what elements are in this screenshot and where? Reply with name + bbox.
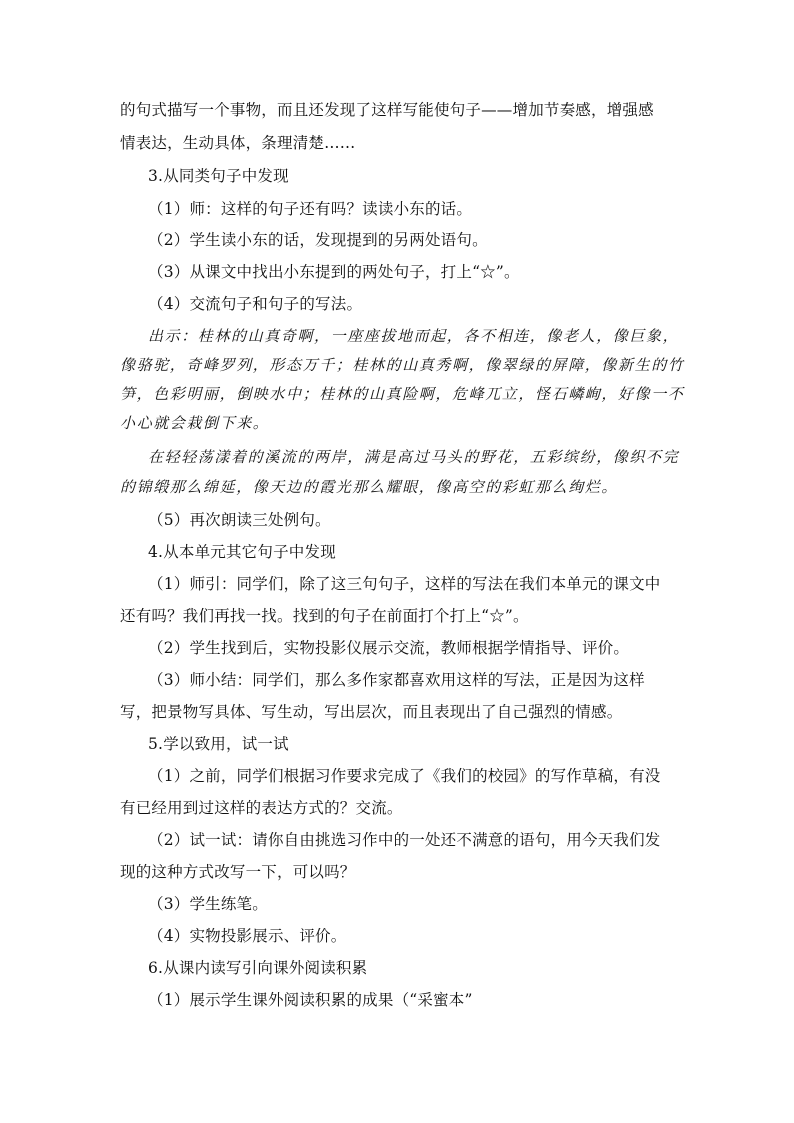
example-quote-line: 像骆驼，奇峰罗列，形态万千；桂林的山真秀啊，像翠绿的屏障，像新生的竹: [120, 356, 685, 374]
body-text-line: （4）实物投影展示、评价。: [148, 927, 347, 945]
body-text-line: （1）师：这样的句子还有吗？读读小东的话。: [148, 200, 473, 218]
body-text-line: （4）交流句子和句子的写法。: [148, 295, 363, 313]
body-text-line: 情表达，生动具体，条理清楚……: [120, 134, 356, 152]
body-text-line: 写，把景物写具体、写生动，写出层次，而且表现出了自己强烈的情感。: [120, 703, 623, 721]
body-text-line: （1）展示学生课外阅读积累的成果（“采蜜本”: [148, 991, 473, 1009]
section-heading: 5.学以致用，试一试: [148, 735, 289, 753]
body-text-line: （1）之前，同学们根据习作要求完成了《我们的校园》的写作草稿，有没: [148, 767, 661, 785]
body-text-line: （1）师引：同学们，除了这三句句子，这样的写法在我们本单元的课文中: [148, 575, 661, 593]
body-text-line: （3）从课文中找出小东提到的两处句子，打上“☆”。: [148, 263, 520, 281]
example-quote-line: 的锦缎那么绵延，像天边的霞光那么耀眼，像高空的彩虹那么绚烂。: [120, 478, 619, 496]
example-quote-line: 在轻轻荡漾着的溪流的两岸，满是高过马头的野花，五彩缤纷，像织不完: [148, 448, 680, 466]
section-heading: 6.从课内读写引向课外阅读积累: [148, 959, 368, 977]
body-text-line: （3）师小结：同学们，那么多作家都喜欢用这样的写法，正是因为这样: [148, 671, 645, 689]
section-heading: 4.从本单元其它句子中发现: [148, 543, 336, 561]
example-quote-line: 出示：桂林的山真奇啊，一座座拔地而起，各不相连，像老人，像巨象，: [148, 327, 680, 345]
body-text-line: 的句式描写一个事物，而且还发现了这样写能使句子——增加节奏感，增强感: [120, 101, 654, 119]
body-text-line: 还有吗？我们再找一找。找到的句子在前面打个打上“☆”。: [120, 607, 529, 625]
body-text-line: 有已经用到过这样的表达方式的？交流。: [120, 799, 403, 817]
example-quote-line: 小心就会栽倒下来。: [120, 414, 270, 432]
body-text-line: （2）学生找到后，实物投影仪展示交流，教师根据学情指导、评价。: [148, 639, 630, 657]
body-text-line: （3）学生练笔。: [148, 895, 268, 913]
body-text-line: （2）试一试：请你自由挑选习作中的一处还不满意的语句，用今天我们发: [148, 831, 661, 849]
body-text-line: （5）再次朗读三处例句。: [148, 511, 331, 529]
example-quote-line: 笋，色彩明丽，倒映水中；桂林的山真险啊，危峰兀立，怪石嶙峋，好像一不: [120, 385, 685, 403]
body-text-line: 现的这种方式改写一下，可以吗？: [120, 863, 356, 881]
body-text-line: （2）学生读小东的话，发现提到的另两处语句。: [148, 231, 488, 249]
section-heading: 3.从同类句子中发现: [148, 167, 289, 185]
